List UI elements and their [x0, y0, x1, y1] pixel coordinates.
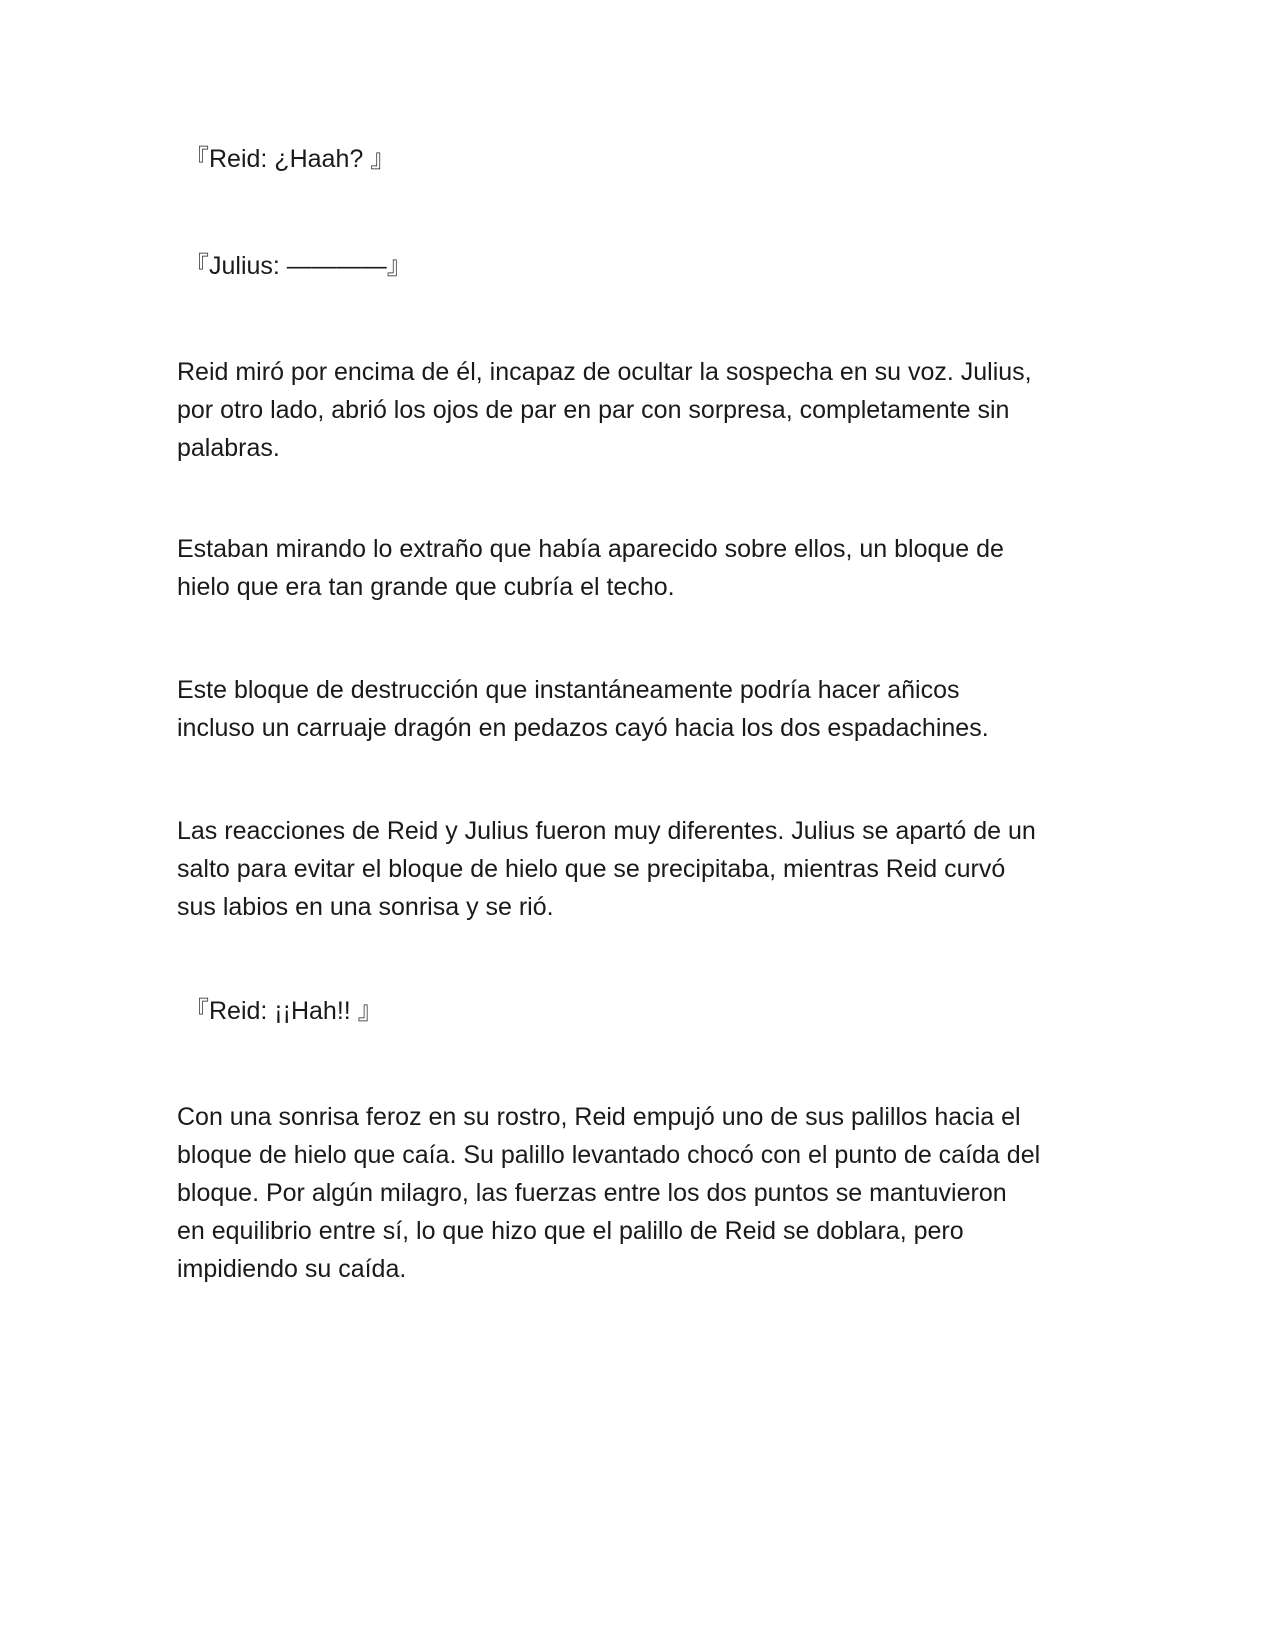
text-line: Las reacciones de Reid y Julius fueron muy diferentes. Julius se apartó de un — [177, 817, 1036, 845]
paragraph-reactions — [177, 812, 1107, 926]
text-line: por otro lado, abrió los ojos de par en par con sorpresa, completamente sin — [177, 396, 1010, 424]
text-line: sus labios en una sonrisa y se rió. — [177, 893, 554, 921]
paragraph-ice-block — [177, 530, 1107, 606]
dialogue-reid-haah — [184, 140, 1114, 178]
paragraph-chopstick — [177, 1098, 1107, 1288]
paragraph-destruction-block — [177, 671, 1107, 747]
text-line: Con una sonrisa feroz en su rostro, Reid empujó uno de sus palillos hacia el — [177, 1103, 1021, 1131]
text-line: en equilibrio entre sí, lo que hizo que el palillo de Reid se doblara, pero — [177, 1217, 964, 1245]
text-line: 『Reid: ¡¡Hah!! 』 — [184, 997, 383, 1025]
paragraph-reid-suspicion — [177, 353, 1107, 467]
text-line: bloque de hielo que caía. Su palillo levantado chocó con el punto de caída del — [177, 1141, 1041, 1169]
text-line: Reid miró por encima de él, incapaz de ocultar la sospecha en su voz. Julius, — [177, 358, 1032, 386]
text-line: salto para evitar el bloque de hielo que se precipitaba, mientras Reid curvó — [177, 855, 1006, 883]
text-line: hielo que era tan grande que cubría el techo. — [177, 573, 675, 601]
dialogue-reid-hah — [184, 992, 1114, 1030]
text-line: incluso un carruaje dragón en pedazos cayó hacia los dos espadachines. — [177, 714, 989, 742]
dialogue-julius — [184, 247, 1114, 285]
text-line: Este bloque de destrucción que instantáneamente podría hacer añicos — [177, 676, 960, 704]
text-line: Estaban mirando lo extraño que había aparecido sobre ellos, un bloque de — [177, 535, 1004, 563]
text-line: impidiendo su caída. — [177, 1255, 407, 1283]
text-line: bloque. Por algún milagro, las fuerzas entre los dos puntos se mantuvieron — [177, 1179, 1007, 1207]
text-line: 『Reid: ¿Haah? 』 — [184, 145, 396, 173]
text-line: 『Julius: ————』 — [184, 252, 412, 280]
text-line: palabras. — [177, 434, 280, 462]
